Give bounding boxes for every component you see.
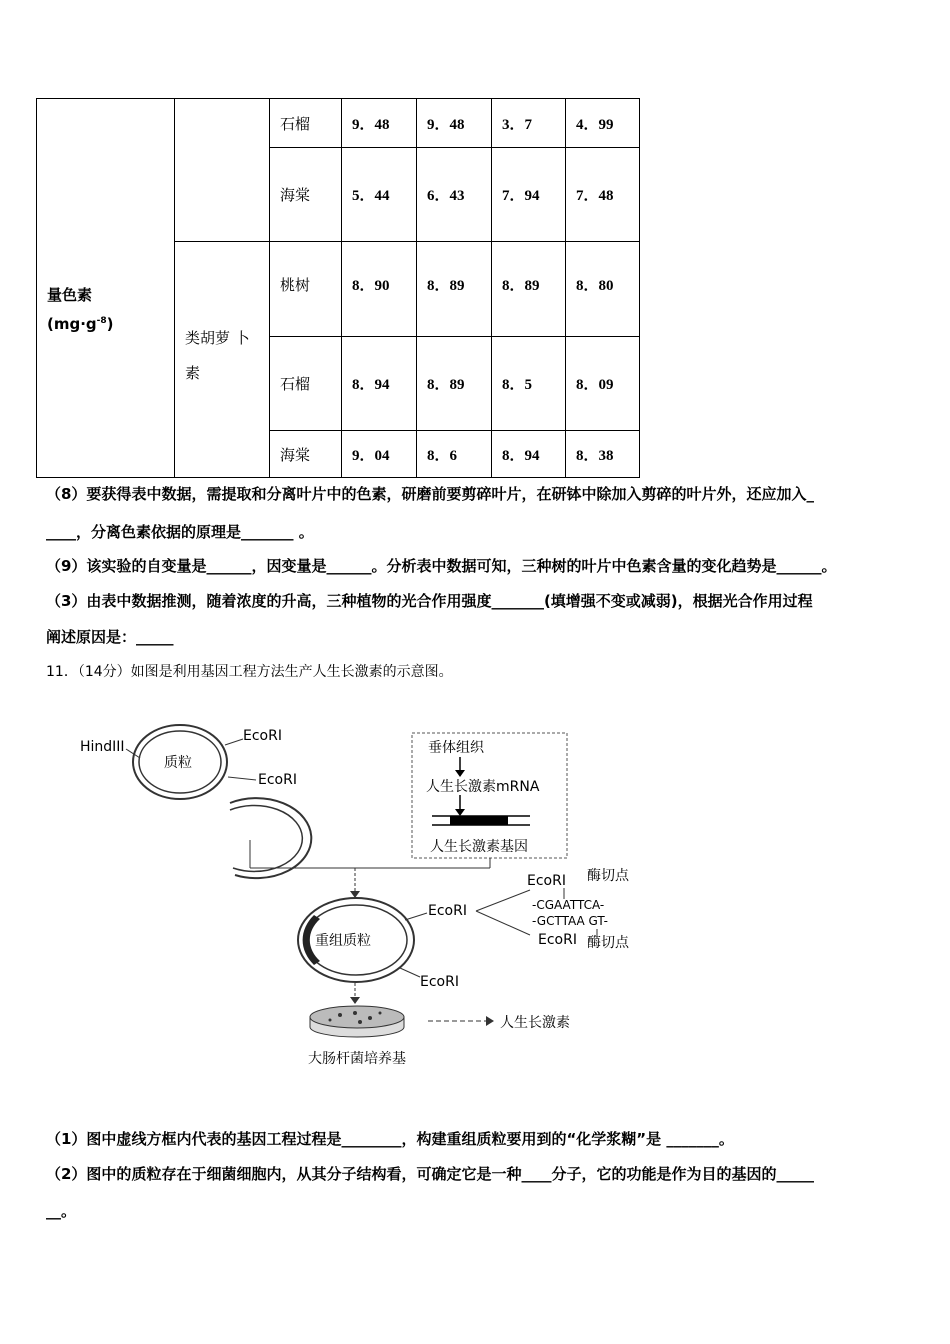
question-9: （9）该实验的自变量是______，因变量是______。分析表中数据可知，三种树的叶片中色素含量的变化趋势是______。 <box>46 557 837 575</box>
value-cell: 8．80 <box>566 242 640 337</box>
question-11-2-line-1: （2）图中的质粒存在于细菌细胞内，从其分子结构看，可确定它是一种____分子，它的功能是作为目的基因的_____ <box>46 1165 814 1183</box>
value-cell: 8．89 <box>417 337 492 431</box>
pigment-table <box>36 98 640 478</box>
medium-label: 大肠杆菌培养基 <box>308 1051 406 1067</box>
recombinant-plasmid <box>298 898 467 990</box>
value-cell: 3．7 <box>492 99 566 148</box>
value-cell: 9．48 <box>417 99 492 148</box>
value-cell: 8．5 <box>492 337 566 431</box>
mrna-label: 人生长激素mRNA <box>426 779 540 795</box>
sequence-top: -CGAATTCA- <box>532 898 605 912</box>
value-cell: 8．94 <box>342 337 417 431</box>
petri-dish <box>310 1006 404 1037</box>
gene-segment <box>450 816 508 825</box>
tree-cell: 桃树 <box>270 242 342 337</box>
question-11-1: （1）图中虚线方框内代表的基因工程过程是________，构建重组质粒要用到的“化学浆糊”是 _______。 <box>46 1130 734 1148</box>
ecori-label-2: EcoRI <box>258 772 297 788</box>
group-label-cell: 量色素 $(mg\cdot g^{-8})$ <box>37 99 175 478</box>
tree-cell: 海棠 <box>270 431 342 478</box>
question-3-line-1: （3）由表中数据推测，随着浓度的升高，三种植物的光合作用强度_______(填增强不变或减弱)，根据光合作用过程 <box>46 592 813 610</box>
ecori-label-3: EcoRI <box>428 903 467 919</box>
cut-site-label-2: 酶切点 <box>587 935 629 951</box>
value-cell: 9．04 <box>342 431 417 478</box>
value-cell: 8．09 <box>566 337 640 431</box>
pituitary-label: 垂体组织 <box>428 740 484 756</box>
recombinant-label: 重组质粒 <box>315 933 371 949</box>
ecori-label-6: EcoRI <box>538 932 577 948</box>
empty-subgroup-cell <box>175 99 270 242</box>
question-8-line-2: ____，分离色素依据的原理是_______ 。 <box>46 523 314 541</box>
value-cell: 8．6 <box>417 431 492 478</box>
table-row <box>37 99 640 148</box>
ecori-label-4: EcoRI <box>420 974 459 990</box>
question-11-2-line-2: __。 <box>46 1202 77 1220</box>
value-cell: 9．48 <box>342 99 417 148</box>
gene-engineering-figure <box>60 715 660 1075</box>
plasmid-label: 质粒 <box>164 755 192 771</box>
value-cell: 8．38 <box>566 431 640 478</box>
cut-site-label-1: 酶切点 <box>587 868 629 884</box>
tree-cell: 石榴 <box>270 99 342 148</box>
ecori-label-5: EcoRI <box>527 873 566 889</box>
gene-label: 人生长激素基因 <box>430 839 528 855</box>
value-cell: 6．43 <box>417 148 492 242</box>
sequence-bottom: -GCTTAA GT- <box>532 914 608 928</box>
plasmid-diagram <box>80 725 297 799</box>
value-cell: 7．48 <box>566 148 640 242</box>
cut-plasmid-arc <box>230 798 311 878</box>
value-cell: 8．90 <box>342 242 417 337</box>
ecori-label-1: EcoRI <box>243 728 282 744</box>
value-cell: 8．89 <box>492 242 566 337</box>
question-11-title: 11．（14分）如图是利用基因工程方法生产人生长激素的示意图。 <box>46 664 453 680</box>
question-3-line-2: 阐述原因是：_____ <box>46 628 174 646</box>
hind-label: HindIII <box>80 739 125 755</box>
value-cell: 8．94 <box>492 431 566 478</box>
tree-cell: 海棠 <box>270 148 342 242</box>
question-8-line-1: （8）要获得表中数据，需提取和分离叶片中的色素，研磨前要剪碎叶片，在研钵中除加入剪碎的叶片外，还应加入_ <box>46 485 814 503</box>
value-cell: 8．89 <box>417 242 492 337</box>
tree-cell: 石榴 <box>270 337 342 431</box>
hormone-label: 人生长激素 <box>500 1015 570 1031</box>
value-cell: 4．99 <box>566 99 640 148</box>
value-cell: 7．94 <box>492 148 566 242</box>
subgroup-label-cell: 类胡萝 卜 素 <box>175 242 270 478</box>
value-cell: 5．44 <box>342 148 417 242</box>
